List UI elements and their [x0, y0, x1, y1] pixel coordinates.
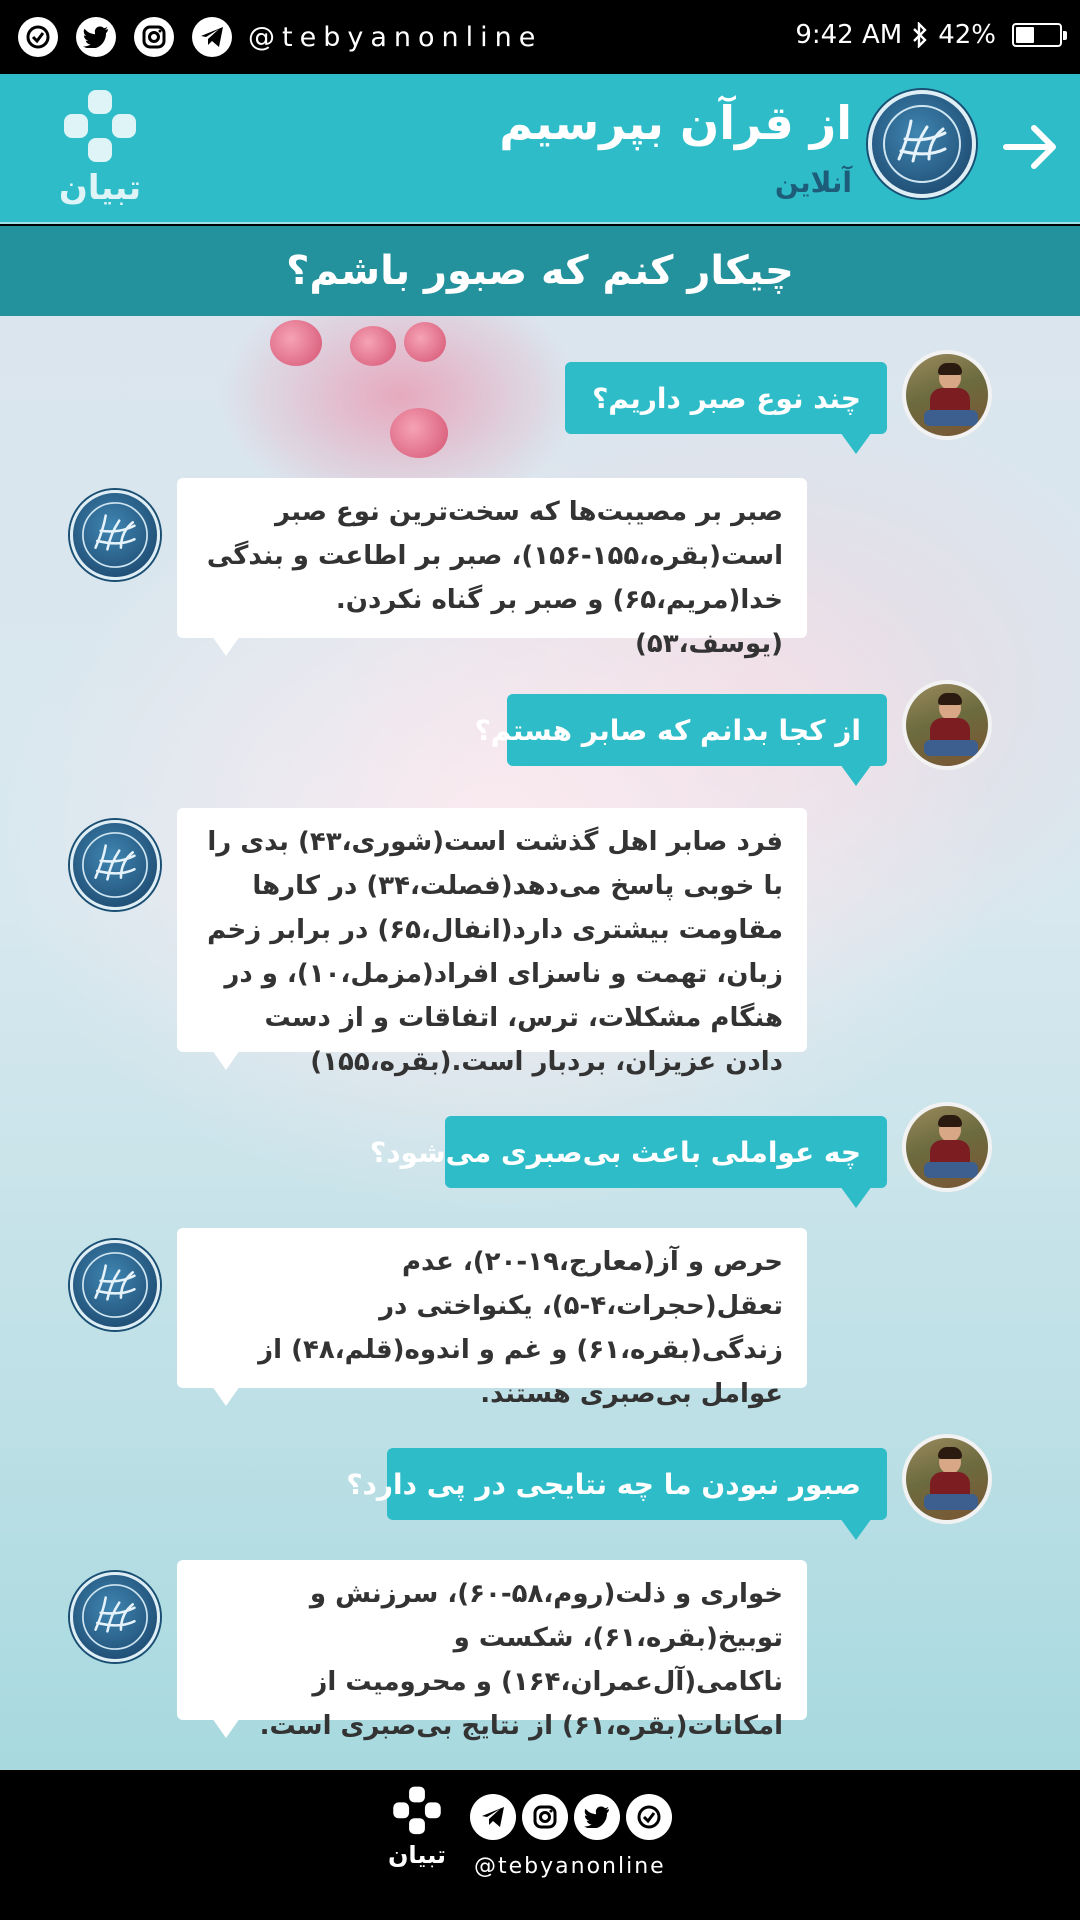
status-handle: @tebyanonline [248, 22, 543, 53]
battery-icon [1012, 23, 1062, 47]
answer-bubble-tail [212, 636, 240, 656]
question-bubble [369, 1116, 887, 1188]
quran-logo-icon [70, 820, 160, 910]
question-bubble [346, 1448, 887, 1520]
answer-bubble [177, 478, 807, 659]
answer-bubble [177, 1560, 807, 1741]
quran-logo-icon [70, 490, 160, 580]
answer-bubble-tail [212, 1718, 240, 1738]
instagram-icon[interactable] [134, 17, 174, 57]
user-avatar [902, 350, 992, 440]
twitter-icon[interactable] [574, 1794, 620, 1840]
question-bubble-tail [840, 1186, 872, 1208]
telegram-icon[interactable] [192, 17, 232, 57]
telegram-icon[interactable] [470, 1794, 516, 1840]
answer-bubble [177, 1228, 807, 1409]
answer-bubble [177, 808, 807, 1077]
question-text: صبور نبودن ما چه نتایجی در پی دارد؟ [346, 1467, 861, 1501]
question-bubble [474, 694, 887, 766]
topic-title: چیکار کنم که صبور باشم؟ [286, 248, 794, 294]
instagram-icon[interactable] [522, 1794, 568, 1840]
tebyan-logo-icon [50, 90, 150, 164]
user-avatar [902, 1102, 992, 1192]
question-bubble-tail [840, 1518, 872, 1540]
user-avatar [902, 1434, 992, 1524]
status-right [795, 20, 1062, 50]
footer-brand-text: تبیان [387, 1841, 447, 1869]
quran-logo-icon [868, 90, 976, 198]
social-icons [18, 17, 232, 57]
question-text: چند نوع صبر داریم؟ [592, 381, 861, 415]
answer-bubble-tail [212, 1386, 240, 1406]
footer-social-icons [470, 1794, 672, 1840]
tebyan-logo [50, 90, 150, 210]
header-subtitle: آنلاین [774, 166, 852, 199]
answer-bubble-tail [212, 1050, 240, 1070]
tebyan-logo-icon [384, 1786, 450, 1836]
question-bubble-tail [840, 764, 872, 786]
chat-area [0, 316, 1080, 1770]
twitter-icon[interactable] [76, 17, 116, 57]
answer-text: حرص و آز(معارج،۱۹-۲۰)، عدم تعقل(حجرات،۴-۵)، یکنواختی در زندگی(بقره،۶۱) و غم و اندوه(قلم،۴۸) از عوامل بی‌صبری هستند. [258, 1247, 783, 1409]
answer-text: فرد صابر اهل گذشت است(شوری،۴۳) بدی را با خوبی پاسخ می‌دهد(فصلت،۳۴) در کارها مقاومت بیشتری دارد(انفال،۶۵) در برابر زخم زبان، تهمت و ناسزای افراد(مزمل،۱۰)، و در هنگام مشکلات، ترس، اتفاقات و از دست دادن عزیزان، بردبار است.(بقره،۱۵۵) [207, 827, 783, 1077]
flower-decoration [350, 326, 396, 366]
flower-decoration [390, 408, 448, 458]
verified-icon[interactable] [626, 1794, 672, 1840]
tebyan-logo-text: تبیان [58, 168, 142, 208]
arrow-right-icon[interactable] [1000, 116, 1062, 178]
footer-tebyan-logo [384, 1786, 450, 1876]
answer-text: خواری و ذلت(روم،۵۸-۶۰)، سرزنش و توبیخ(بقره،۶۱)، شکست و ناکامی(آل‌عمران،۱۶۴) و محرومیت از امکانات(بقره،۶۱) از نتایج بی‌صبری است. [259, 1579, 783, 1741]
flower-decoration [404, 322, 446, 362]
battery-fill [1016, 27, 1034, 43]
status-bar [0, 0, 1080, 74]
footer-handle: @tebyanonline [474, 1854, 666, 1879]
question-text: از کجا بدانم که صابر هستم؟ [474, 713, 861, 747]
question-bubble-tail [840, 432, 872, 454]
quran-logo-icon [70, 1572, 160, 1662]
header-title: از قرآن بپرسیم [499, 96, 852, 150]
user-avatar [902, 680, 992, 770]
bluetooth-icon [912, 22, 928, 48]
topic-bar [0, 226, 1080, 316]
clock: 9:42 AM [795, 20, 903, 50]
footer [0, 1770, 1080, 1920]
question-text: چه عواملی باعث بی‌صبری می‌شود؟ [369, 1135, 861, 1169]
battery-percent: 42% [938, 20, 996, 50]
flower-decoration [270, 320, 322, 366]
verified-icon[interactable] [18, 17, 58, 57]
question-bubble [565, 362, 887, 434]
app-header [0, 74, 1080, 224]
quran-logo-icon [70, 1240, 160, 1330]
answer-text: صبر بر مصیبت‌ها که سخت‌ترین نوع صبر است(بقره،۱۵۵-۱۵۶)، صبر بر اطاعت و بندگی خدا(مریم،۶۵) و صبر بر گناه نکردن.(یوسف،۵۳) [206, 497, 783, 659]
